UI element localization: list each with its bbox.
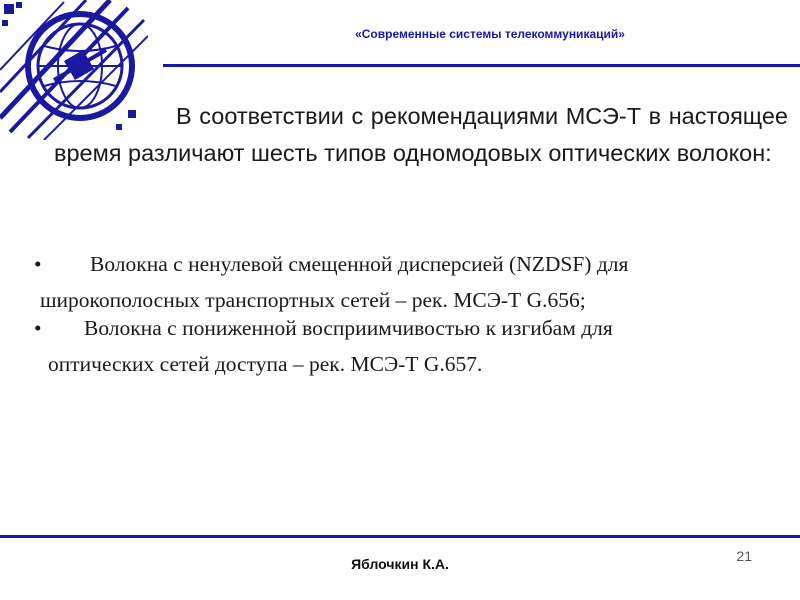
presentation-title: «Современные системы телекоммуникаций» xyxy=(355,27,625,41)
bullet-line: оптических сетей доступа – рек. МСЭ-Т G.657. xyxy=(48,352,483,376)
footer-divider xyxy=(0,535,800,538)
footer-author: Яблочкин К.А. xyxy=(351,556,449,572)
bullet-line: Волокна с пониженной восприимчивостью к изгибам для xyxy=(84,316,613,340)
bullet-line: широкополосных транспортных сетей – рек. МСЭ-Т G.656; xyxy=(40,288,586,312)
bullet-item-nzdsf xyxy=(34,246,774,318)
page-number: 21 xyxy=(736,548,752,564)
header-divider xyxy=(163,64,800,67)
bullet-item-g657 xyxy=(34,310,774,382)
bullet-marker: • xyxy=(34,316,42,340)
bullet-line: Волокна с ненулевой смещенной дисперсией (NZDSF) для xyxy=(90,252,629,276)
bullet-marker: • xyxy=(34,252,42,276)
intro-paragraph: В соответствии с рекомендациями МСЭ-Т в настоящее время различают шесть типов одномодовых оптических волокон: xyxy=(54,103,788,166)
